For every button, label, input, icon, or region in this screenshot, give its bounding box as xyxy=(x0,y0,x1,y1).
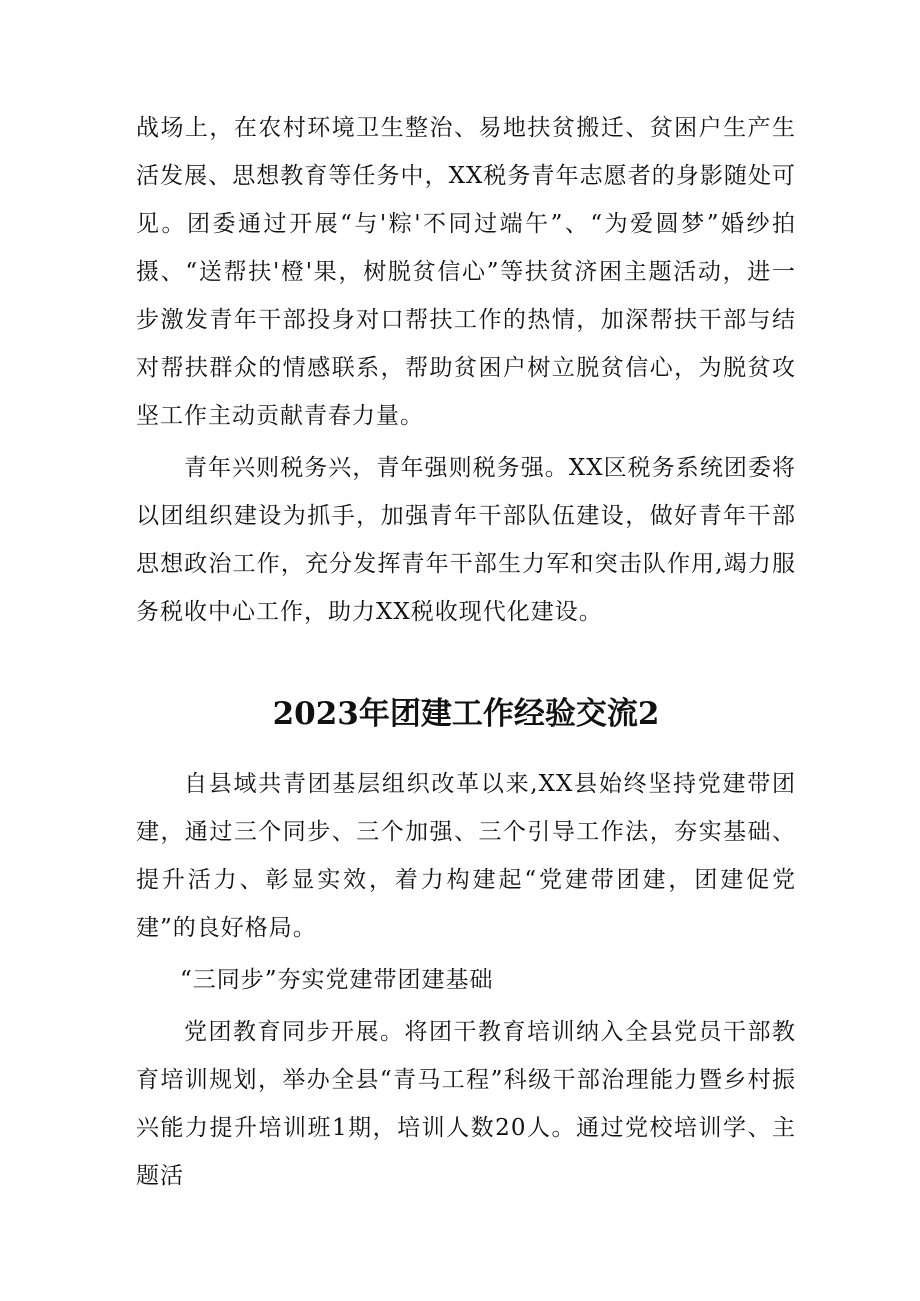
paragraph-youth-tax-strength: 青年兴则税务兴，青年强则税务强。XX区税务系统团委将以团组织建设为抓手，加强青年干部队伍建设，做好青年干部思想政治工作，充分发挥青年干部生力军和突击队作用,竭力服务税收中心工作，助力XX税收现代化建设。 xyxy=(136,455,796,625)
subheading-three-sync: “三同步”夯实党建带团建基础 xyxy=(180,967,494,993)
paragraph-party-league-education: 党团教育同步开展。将团干教育培训纳入全县党员干部教育培训规划，举办全县“青马工程”科级干部治理能力暨乡村振兴能力提升培训班1期，培训人数20人。通过党校培训学、主题活 xyxy=(136,1019,796,1189)
paragraph-intro: 自县域共青团基层组织改革以来,XX县始终坚持党建带团建，通过三个同步、三个加强、三个引导工作法，夯实基础、提升活力、彰显实效，着力构建起“党建带团建，团建促党建”的良好格局。 xyxy=(136,771,796,941)
section-heading: 2023年团建工作经验交流2 xyxy=(272,696,660,732)
paragraph-volunteer-activities: 战场上，在农村环境卫生整治、易地扶贫搬迁、贫困户生产生活发展、思想教育等任务中，XX税务青年志愿者的身影随处可见。团委通过开展“与'粽'不同过端午”、“为爱圆梦”婚纱拍摄、“送帮扶'橙'果，树脱贫信心”等扶贫济困主题活动，进一步激发青年干部投身对口帮扶工作的热情，加深帮扶干部与结对帮扶群众的情感联系，帮助贫困户树立脱贫信心，为脱贫攻坚工作主动贡献青春力量。 xyxy=(136,115,796,429)
document-body xyxy=(136,104,796,1200)
